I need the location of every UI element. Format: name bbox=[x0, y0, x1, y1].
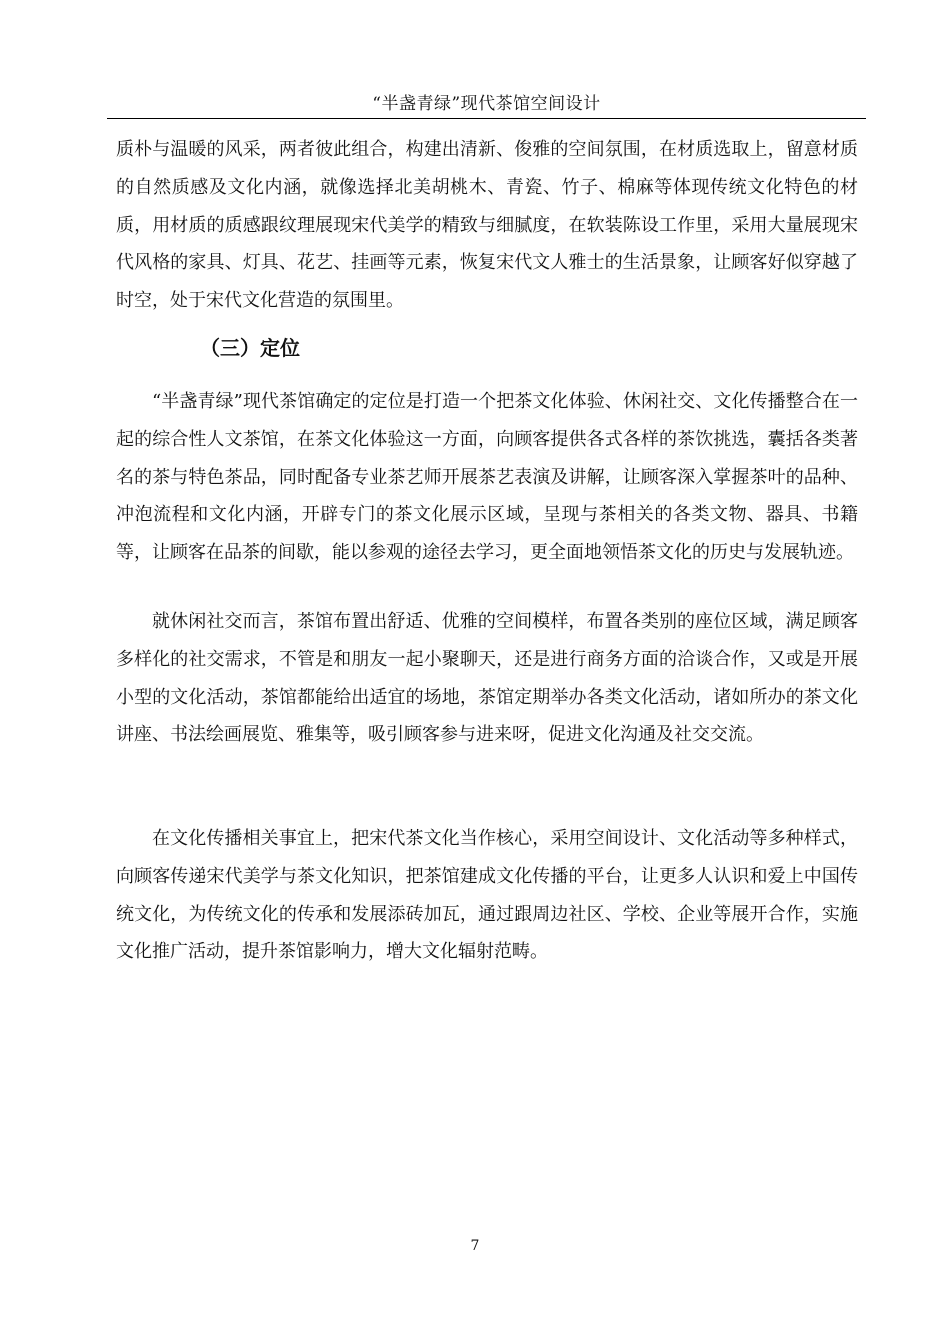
paragraph-cultural-dissemination: 在文化传播相关事宜上，把宋代茶文化当作核心，采用空间设计、文化活动等多种样式，向顾客传递宋代美学与茶文化知识，把茶馆建成文化传播的平台，让更多人认识和爱上中国传统文化，为传统文化的传承和发展添砖加瓦，通过跟周边社区、学校、企业等展开合作，实施文化推广活动，提升茶馆影响力，增大文化辐射范畴。 bbox=[116, 828, 858, 963]
header-divider bbox=[107, 118, 866, 119]
page-number: 7 bbox=[470, 1238, 480, 1254]
paragraph-positioning-overview: “半盏青绿”现代茶馆确定的定位是打造一个把茶文化体验、休闲社交、文化传播整合在一起的综合性人文茶馆，在茶文化体验这一方面，向顾客提供各式各样的茶饮挑选，囊括各类著名的茶与特色茶品，同时配备专业茶艺师开展茶艺表演及讲解，让顾客深入掌握茶叶的品种、冲泡流程和文化内涵，开辟专门的茶文化展示区域，呈现与茶相关的各类文物、器具、书籍等，让顾客在品茶的间歇，能以参观的途径去学习，更全面地领悟茶文化的历史与发展轨迹。 bbox=[116, 391, 858, 564]
continued-paragraph: 质朴与温暖的风采，两者彼此组合，构建出清新、俊雅的空间氛围，在材质选取上，留意材质的自然质感及文化内涵，就像选择北美胡桃木、青瓷、竹子、棉麻等体现传统文化特色的材质，用材质的质感跟纹理展现宋代美学的精致与细腻度，在软装陈设工作里，采用大量展现宋代风格的家具、灯具、花艺、挂画等元素，恢复宋代文人雅士的生活景象，让顾客好似穿越了时空，处于宋代文化营造的氛围里。 bbox=[116, 139, 858, 312]
section-heading: （三）定位 bbox=[200, 336, 300, 360]
running-header-title: “半盏青绿”现代茶馆空间设计 bbox=[372, 94, 601, 114]
paragraph-leisure-social: 就休闲社交而言，茶馆布置出舒适、优雅的空间模样，布置各类别的座位区域，满足顾客多样化的社交需求，不管是和朋友一起小聚聊天，还是进行商务方面的洽谈合作，又或是开展小型的文化活动，茶馆都能给出适宜的场地，茶馆定期举办各类文化活动，诸如所办的茶文化讲座、书法绘画展览、雅集等，吸引顾客参与进来呀，促进文化沟通及社交交流。 bbox=[116, 611, 858, 746]
